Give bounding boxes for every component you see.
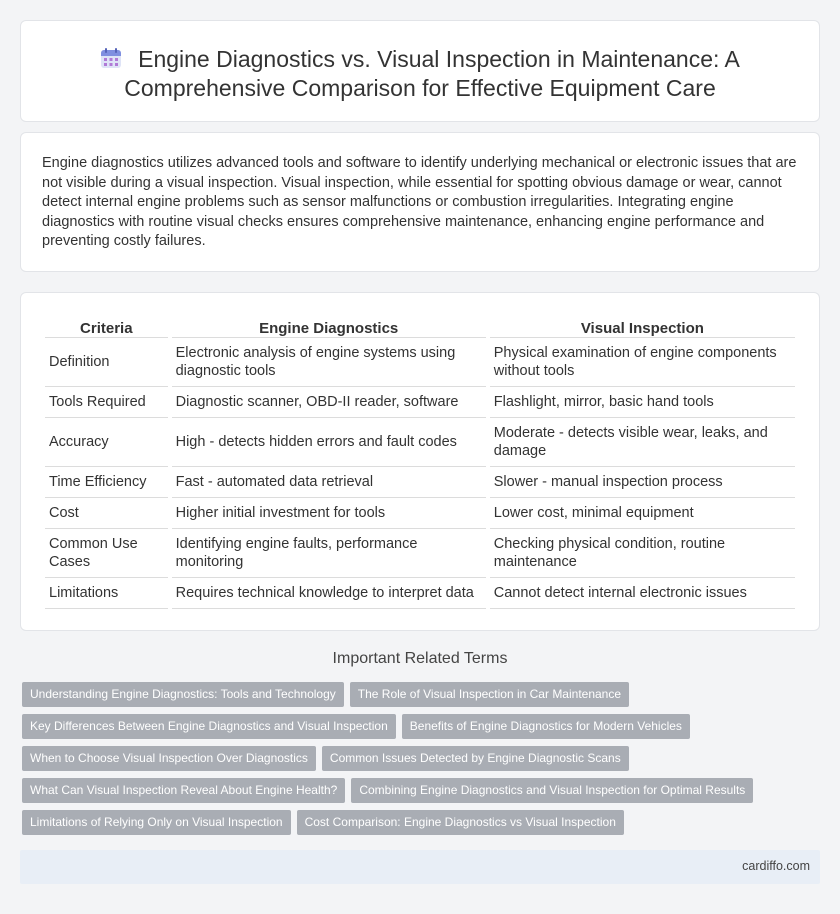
row-visual-inspection: Slower - manual inspection process xyxy=(490,467,795,498)
related-term-tag[interactable]: The Role of Visual Inspection in Car Maintenance xyxy=(350,682,629,707)
calendar-icon xyxy=(100,47,122,69)
header-engine-diagnostics: Engine Diagnostics xyxy=(172,315,486,338)
footer-site: cardiffo.com xyxy=(742,859,810,873)
tag-row xyxy=(22,810,802,842)
row-engine-diagnostics: Higher initial investment for tools xyxy=(172,498,486,529)
table-header-row xyxy=(45,315,795,338)
row-engine-diagnostics: High - detects hidden errors and fault codes xyxy=(172,418,486,467)
table-row xyxy=(45,387,795,418)
row-visual-inspection: Flashlight, mirror, basic hand tools xyxy=(490,387,795,418)
tag-row xyxy=(22,778,802,810)
related-terms-tags xyxy=(22,682,802,842)
row-visual-inspection: Physical examination of engine components without tools xyxy=(490,338,795,387)
row-criteria: Definition xyxy=(45,338,168,387)
row-criteria: Tools Required xyxy=(45,387,168,418)
related-terms-heading: Important Related Terms xyxy=(332,650,508,667)
tag-row xyxy=(22,682,802,714)
table-row xyxy=(45,418,795,467)
related-term-tag[interactable]: Cost Comparison: Engine Diagnostics vs Visual Inspection xyxy=(297,810,624,835)
title-card xyxy=(20,20,820,122)
table-row xyxy=(45,578,795,609)
title-wrap xyxy=(51,45,789,103)
header-visual-inspection: Visual Inspection xyxy=(490,315,795,338)
comparison-card xyxy=(20,292,820,631)
related-term-tag[interactable]: Common Issues Detected by Engine Diagnostic Scans xyxy=(322,746,629,771)
comparison-table xyxy=(41,315,799,609)
row-engine-diagnostics: Fast - automated data retrieval xyxy=(172,467,486,498)
related-term-tag[interactable]: Combining Engine Diagnostics and Visual Inspection for Optimal Results xyxy=(351,778,753,803)
page-title-text: Engine Diagnostics vs. Visual Inspection in Maintenance: A Comprehensive Comparison for Effective Equipment Care xyxy=(124,46,740,101)
related-term-tag[interactable]: When to Choose Visual Inspection Over Diagnostics xyxy=(22,746,316,771)
page-title xyxy=(51,45,789,103)
related-term-tag[interactable]: Benefits of Engine Diagnostics for Modern Vehicles xyxy=(402,714,690,739)
related-term-tag[interactable]: Limitations of Relying Only on Visual Inspection xyxy=(22,810,291,835)
row-criteria: Limitations xyxy=(45,578,168,609)
tag-row xyxy=(22,714,802,746)
row-criteria: Time Efficiency xyxy=(45,467,168,498)
row-engine-diagnostics: Diagnostic scanner, OBD-II reader, software xyxy=(172,387,486,418)
table-row xyxy=(45,498,795,529)
intro-card xyxy=(20,132,820,272)
intro-paragraph: Engine diagnostics utilizes advanced tools and software to identify underlying mechanical or electronic issues that are not visible during a visual inspection. Visual inspection, while essential for spotting obvious damage or wear, cannot detect internal engine problems such as sensor malfunctions or combustion irregularities. Integrating engine diagnostics with routine visual checks ensures comprehensive maintenance, enhancing engine performance and preventing costly failures. xyxy=(42,155,797,250)
tag-row xyxy=(22,746,802,778)
footer xyxy=(20,850,820,884)
row-visual-inspection: Cannot detect internal electronic issues xyxy=(490,578,795,609)
row-criteria: Cost xyxy=(45,498,168,529)
related-term-tag[interactable]: Key Differences Between Engine Diagnostics and Visual Inspection xyxy=(22,714,396,739)
related-term-tag[interactable]: Understanding Engine Diagnostics: Tools and Technology xyxy=(22,682,344,707)
row-visual-inspection: Checking physical condition, routine maintenance xyxy=(490,529,795,578)
row-engine-diagnostics: Identifying engine faults, performance monitoring xyxy=(172,529,486,578)
related-term-tag[interactable]: What Can Visual Inspection Reveal About Engine Health? xyxy=(22,778,345,803)
row-visual-inspection: Lower cost, minimal equipment xyxy=(490,498,795,529)
table-row xyxy=(45,529,795,578)
row-engine-diagnostics: Electronic analysis of engine systems using diagnostic tools xyxy=(172,338,486,387)
row-criteria: Common Use Cases xyxy=(45,529,168,578)
row-engine-diagnostics: Requires technical knowledge to interpret data xyxy=(172,578,486,609)
row-criteria: Accuracy xyxy=(45,418,168,467)
table-row xyxy=(45,338,795,387)
header-criteria: Criteria xyxy=(45,315,168,338)
table-row xyxy=(45,467,795,498)
row-visual-inspection: Moderate - detects visible wear, leaks, and damage xyxy=(490,418,795,467)
